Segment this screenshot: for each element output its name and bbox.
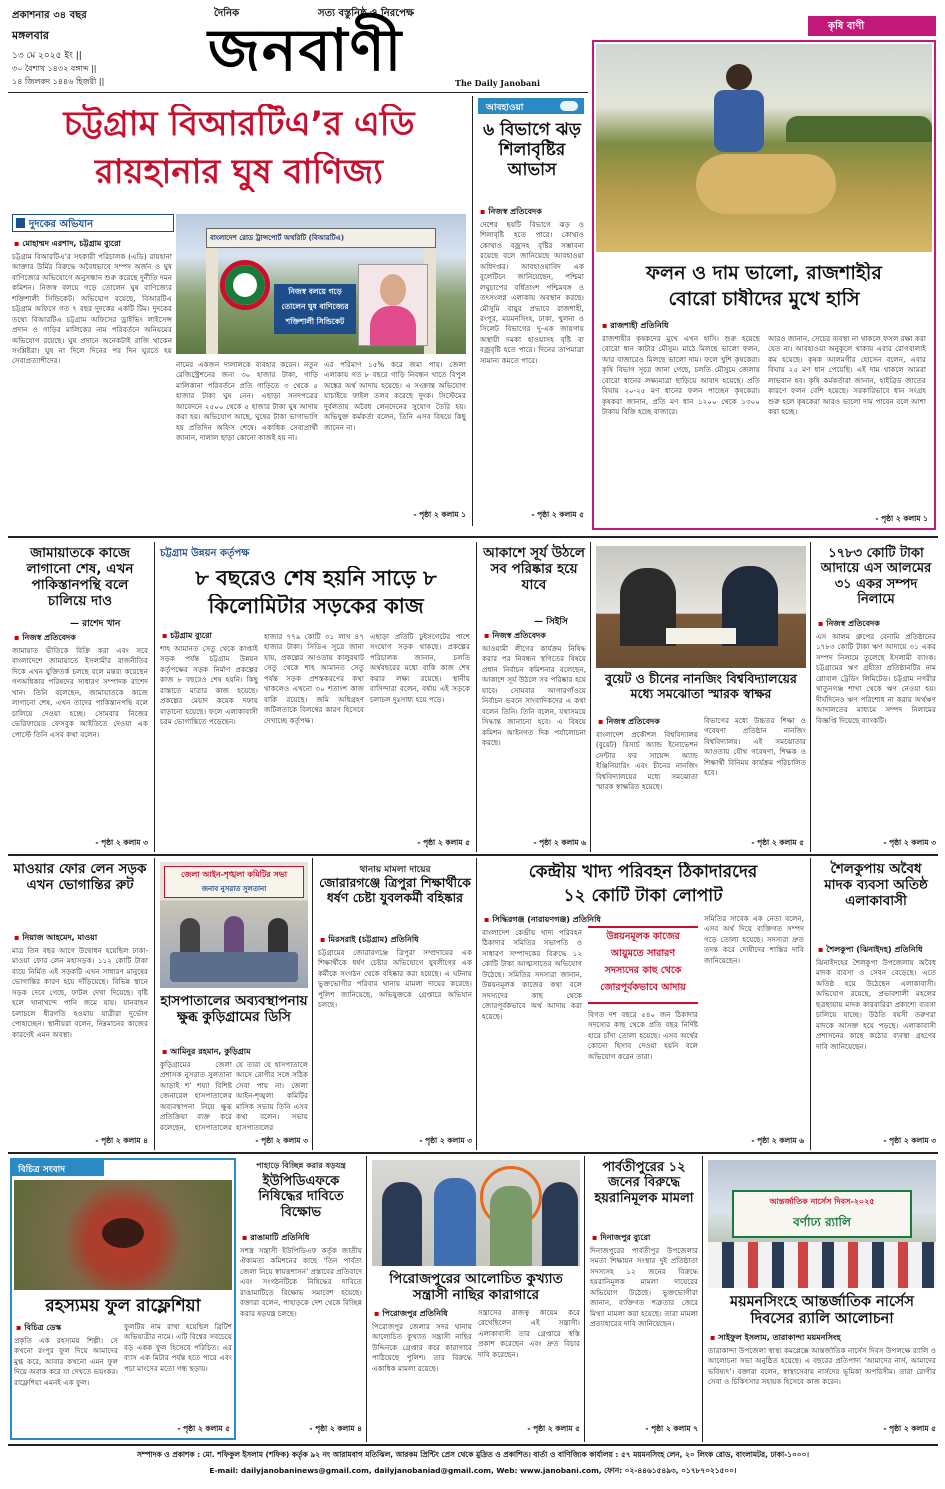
footer-imprint: সম্পাদক ও প্রকাশক : মো. শফিকুল ইসলাম (শফিক) কর্তৃক ৯২ নং আরামবাগ মতিঝিল, আরকম প্রিন্টিং প্রেস থেকে মুদ্রিত ও প্রকাশিত। বার্তা ও বাণিজ্যিক কার্যালয় : ৫৭ ময়মনসিংহ লেন, ২০ লিংক রোড, বাংলামটর, ঢাকা-১০০০। xyxy=(136,1450,810,1459)
suspect-icon xyxy=(434,1178,476,1266)
flower-headline: রহস্যময় ফুল রাফ্লেশিয়া xyxy=(45,1296,201,1316)
meeting-table-icon xyxy=(170,952,298,982)
flower-photo xyxy=(14,1180,232,1290)
sky-continued: - পৃষ্ঠা ২ কলাম ৬ xyxy=(533,838,586,847)
attendee-icon xyxy=(224,916,244,952)
alam-byline: ▪ নিজস্ব প্রতিবেদক xyxy=(818,618,880,631)
farmer-figure-icon xyxy=(726,64,752,90)
rice-bundle-icon xyxy=(696,154,836,214)
jamaat-continued: - পৃষ্ঠা ২ কলাম ৩ xyxy=(95,838,148,847)
pirojpur-col-1: পিরোজপুর জেলার সদর থানায় আলোচিত কুখ্যাত সন্ত্রাসী নাছির উদ্দিনকে গ্রেপ্তার করে কারাগারে পাঠিয়েছে পুলিশ। তার বিরুদ্ধে একাধিক মামলা রয়েছে। xyxy=(372,1322,472,1373)
lead-continued: - পৃষ্ঠা ২ কলাম ১ xyxy=(413,510,466,519)
farmer-body-icon xyxy=(714,90,764,152)
food-headline-2: ১২ কোটি টাকা লোপাট xyxy=(563,886,723,906)
agri-continued: - পৃষ্ঠা ২ কলাম ১ xyxy=(875,514,928,523)
updf-byline: ▪ রাঙামাটি প্রতিনিধি xyxy=(242,1232,309,1245)
road-tag: চট্টগ্রাম উন্নয়ন কর্তৃপক্ষ xyxy=(160,548,250,559)
tree-line-icon xyxy=(786,116,932,142)
tripura-kicker: থানায় মামলা দায়ের xyxy=(359,865,431,875)
pirojpur-headline: পিরোজপুরের আলোচিত কুখ্যাত সন্ত্রাসী নাছির কারাগারে xyxy=(389,1271,563,1303)
road-headline-2: কিলোমিটার সড়কের কাজ xyxy=(208,594,424,618)
tripura-byline: ▪ মিরসরাই (চট্টগ্রাম) প্রতিনিধি xyxy=(320,934,419,947)
masthead-logo: জনবাণী xyxy=(208,16,404,84)
masthead-year: প্রকাশনার ৩৪ বছর xyxy=(12,10,87,21)
food-pullquote-1: উন্নয়নমূলক কাজের xyxy=(606,931,680,942)
masthead-day: মঙ্গলবার xyxy=(12,29,49,42)
mawa-body: মাত্র তিন বছর আগে উদ্বোধন হয়েছিল ঢাকা-মাওয়া ফোর লেন মহাসড়ক। ১১২ কোটি টাকা ব্যয়ে নির্মিত এই সড়কটি এখন সাধারণ মানুষের ভোগান্তির কারণ হয়ে দাঁড়িয়েছে। বিভিন্ন স্থানে সড়ক দেবে গেছে, ফাটল দেখা দিয়েছে। বৃষ্টি হলে খানাখন্দে পানি জমে যায়। যানবাহন চলাচলে ধীরগতি হওয়ায় যাত্রীরা দুর্ভোগ পোহাচ্ছেন। স্থানীয়রা বলেন, নিম্নমানের কাজের কারণেই এমন অবস্থা। xyxy=(12,946,148,1039)
kurigram-headline: হাসপাতালের অব্যবস্থাপনায় ক্ষুব্ধ কুড়িগ্রামের ডিসি xyxy=(160,993,308,1025)
food-byline: ▪ সিদ্ধিরগঞ্জ (নারায়ণগঞ্জ) প্রতিনিধি xyxy=(484,914,601,927)
nurses-continued: - পৃষ্ঠা ২ কলাম ৫ xyxy=(883,1424,936,1433)
flower-col-1: প্রকৃতি এক রহস্যময় শিল্পী। সে কখনো রংপুর ফুল দিয়ে আমাদের মুগ্ধ করে, আবার কখনো এমন ফুল দিয়ে অবাক করে যা দেখতে ভয়ংকর। রাফ্লেশিয়া এমনই এক ফুল। xyxy=(14,1336,118,1387)
rafflesia-center-icon xyxy=(102,1218,144,1248)
lead-col-2: নামের একজন দালালকে ব্যবহার করেন। নতুন রেজিস্ট্রেশনের জন্য ৩০ হাজার টাকা, গাড়ি মালিকানা পরিবর্তনে প্রতি গাড়িতে ৩ থেকে ৫ হাজার টাকা ঘুষ নেন। এছাড়া সনদপত্রের আবেদনে ২৫০০ থেকে ৫ হাজার টাকা ঘুষ আদায় করা হয়। অভিযোগ আছে, ঘুষের টাকা ভাগাভাগি হয় প্রতিদিন অফিস শেষে। একাধিক সেবাপ্রার্থী জানান, দালাল ছাড়া কোনো কাজই হয় না। xyxy=(176,360,318,443)
footer-contact: E-mail: dailyjanobaninews@gmail.com, dailyjanobaniad@gmail.com, Web: www.janobani.com, ফোন: ০২-৪৪৬১৫৪৯৩, ০১৭৮৭০২১৫০০। xyxy=(209,1466,737,1475)
updf-kicker: পাহাড়ে বিচ্ছিন্ন করার ষড়যন্ত্র xyxy=(256,1161,346,1170)
road-col-2: হাজার ৭৭৯ কোটি ৩১ লাখ ৪৭ হাজার টাকা। সিডিএ সূত্রে জানা যায়, প্রকল্পের আওতায় কালুরঘাট সেতু থেকে শাহ আমানত সেতু পর্যন্ত সড়ক প্রশস্তকরণের কথা থাকলেও এখনো ৩০ শতাংশ কাজ বাকি রয়েছে। জমি অধিগ্রহণ জটিলতাকে বিলম্বের কারণ হিসেবে দেখাচ্ছে কর্তৃপক্ষ। xyxy=(264,632,364,725)
lead-col-3: এর পরিমাণ ১৫% করে জমা পায়। জেলা এলাকায় গত ৮ বছরে গাড়ি নিবন্ধন খাতে বিপুল অঙ্কের অর্থ আদায় হয়েছে। এ সংক্রান্ত অভিযোগ যাচাইয়ে ফাইল তলব করেছে দুদক। সিস্টেমের দুর্বলতায় অবৈধ লেনদেনের সুযোগ তৈরি হয়। অভিযুক্ত কর্মকর্তা বলেন, তিনি এসব বিষয়ে কিছু জানেন না। xyxy=(324,360,466,432)
tripura-body: চট্টগ্রামের জোরারগঞ্জে ত্রিপুরা সম্প্রদায়ের এক শিক্ষার্থীকে ধর্ষণ চেষ্টার অভিযোগে যুবলীগের এক কর্মীকে সংগঠন থেকে বহিষ্কার করা হয়েছে। এ ঘটনায় ভুক্তভোগীর পরিবার থানায় মামলা দায়ের করেছে। পুলিশ জানিয়েছে, অভিযুক্তকে গ্রেপ্তারে অভিযান চলছে। xyxy=(318,948,472,1010)
jamaat-headline: জামায়াতকে কাজে লাগানো শেষ, এখন পাকিস্তানপন্থি বলে চালিয়ে দাও xyxy=(26,545,134,609)
mawa-headline: মাওয়ার ফোর লেন সড়ক এখন ভোগান্তির রুট xyxy=(13,861,147,893)
alam-headline: ১৭৮৩ কোটি টাকা আদায়ে এস আলমের ৩১ একর সম্পদ নিলামে xyxy=(820,546,932,607)
cloud-icon xyxy=(560,101,578,111)
nurses-headline: ময়মনসিংহে আন্তর্জাতিক নার্সেস দিবসের র‌্যালি আলোচনা xyxy=(730,1294,914,1328)
lead-headline-1: চট্টগ্রাম বিআরটিএ’র এডি xyxy=(63,104,415,144)
kurigram-col-2: যে তারা যে হাসপাতালে আসে রোগীর সঙ্গে সঠিক সেবা পায় না। জেলা আইন-শৃঙ্খলা কমিটির মাসিক সভায় তিনি এসব কথা বলেন। সভায় হাসপাতালের xyxy=(236,1060,308,1132)
mawa-byline: ▪ নিয়াজ আহমেদ, মাওয়া xyxy=(14,932,97,945)
agri-photo xyxy=(596,44,932,252)
lead-byline: ▪ মোহাম্মদ এরশাদ, চট্টগ্রাম ব্যুরো xyxy=(14,238,121,251)
tripura-continued: - পৃষ্ঠা ২ কলাম ৩ xyxy=(419,1136,472,1145)
food-headline-1: কেন্দ্রীয় খাদ্য পরিবহন ঠিকাদারদের xyxy=(528,862,758,882)
alam-body: এস আলম গ্রুপের বেনামি প্রতিষ্ঠানের ১৭৮৩ কোটি টাকা ঋণ আদায়ে ৩১ একর সম্পদ নিলামে তুলেছে ইসলামী ব্যাংক। চট্টগ্রামের ঋণ গ্রহীতা প্রতিষ্ঠানটির নাম গ্লোবাল ট্রেডিং লিমিটেড। চট্টগ্রাম নগরীর খাতুনগঞ্জ শাখা থেকে ঋণ নেওয়া হয়। দীর্ঘদিনেও ঋণ পরিশোধ না করায় অর্থঋণ আদালতের মাধ্যমে সম্পদ নিলামের বিজ্ঞপ্তি দিয়েছে ব্যাংকটি। xyxy=(816,632,936,725)
food-pullquote-3: সদস্যদের কাছ থেকে xyxy=(604,965,682,976)
brta-logo-icon xyxy=(220,260,270,310)
road-col-1: শাহ আমানত সেতু থেকে কাপ্তাই সড়ক পর্যন্ত চট্টগ্রাম উন্নয়ন কর্তৃপক্ষের সড়ক নির্মাণ প্রকল্পের কাজ ৮ বছরেও শেষ হয়নি। কিছু রাস্তাতে মাত্রার কাজ হয়েছে। প্রকল্পের মেয়াদ কয়েক দফায় বাড়ানো হয়েছে। ফলে এলাকাবাসী চরম ভোগান্তিতে পড়েছেন। xyxy=(160,644,258,727)
flower-byline: ▪ বিচিত্র ডেস্ক xyxy=(16,1322,61,1335)
pirojpur-byline: ▪ পিরোজপুর প্রতিনিধি xyxy=(374,1308,448,1321)
sky-byline: ▪ নিজস্ব প্রতিবেদক xyxy=(484,630,546,643)
jamaat-author: — রাশেদ খান xyxy=(70,619,121,629)
buet-col-1: বাংলাদেশ প্রকৌশল বিশ্ববিদ্যালয় (বুয়েট) রিসার্চ অ্যান্ড ইনোভেশন সেন্টার ফর সায়েন্স অ্যান্ড ইঞ্জিনিয়ারিং এবং চীনের নানজিং বিশ্ববিদ্যালয়ের মধ্যে সমঝোতা স্মারক স্বাক্ষরিত হয়েছে। xyxy=(596,730,698,792)
nurses-body: তারাকান্দা উপজেলা স্বাস্থ্য কমপ্লেক্সে আন্তর্জাতিক নার্সেস দিবস উপলক্ষে র‌্যালি ও আলোচনা সভা অনুষ্ঠিত হয়েছে। এ বছরের প্রতিপাদ্য ‘আমাদের নার্স, আমাদের ভবিষ্যৎ’। বক্তারা বলেন, স্বাস্থ্যসেবায় নার্সদের ভূমিকা অপরিসীম। তারা রোগীর সেবা ও চিকিৎসার সহায়ক হিসেবে কাজ করেন। xyxy=(708,1346,936,1387)
drug-headline: শৈলকুপায় অবৈধ মাদক ব্যবসা অতিষ্ঠ এলাকাবাসী xyxy=(824,861,928,909)
road-col-3: এছাড়া প্রতিটি ঢুইসগেটের পাশে সংযোগ সড়ক থাকছে। প্রকল্পের পরিচালক জানান, চলতি অর্থবছরের মধ্যে বাকি কাজ শেষ করার লক্ষ্য রয়েছে। স্থানীয় বাসিন্দারা বলেন, বর্ষায় এই সড়কে চলাচল দুঃসাধ্য হয়ে পড়ে। xyxy=(370,632,470,704)
parbatipur-headline: পার্বতীপুরের ১২ জনের বিরুদ্ধে হয়রানিমূলক মামলা xyxy=(594,1160,694,1206)
nurses-banner-text-2: বর্ণাঢ্য র‌্যালি xyxy=(793,1215,851,1229)
photo-pillar-left xyxy=(206,248,218,354)
weather-headline: ৬ বিভাগে ঝড় শিলাবৃষ্টির আভাস xyxy=(483,120,581,181)
drug-byline: ▪ শৈলকুপা (ঝিনাইদহ) প্রতিনিধি xyxy=(818,944,922,957)
attendee-icon xyxy=(268,918,288,952)
agri-col-1: রাজশাহীর কৃষকদের মুখে এখন হাসি। শুরু হয়েছে বোরো ধান কাটার মৌসুম। মাঠে মিলছে ভালো ফলন, আর বাজারেও মিলছে ভালো দাম। ফলে খুশি কৃষকেরা। কৃষি বিভাগ সূত্রে জানা গেছে, চলতি মৌসুমে জেলায় বোরো ধানের লক্ষ্যমাত্রা ছাড়িয়ে আবাদ হয়েছে। প্রতি বিঘায় ২০-২৫ মণ ধানের ফলন পাচ্ছেন কৃষকেরা। কৃষকরা জানান, প্রতি মণ ধান ১২০০ থেকে ১৩০০ টাকায় বিক্রি হচ্ছে বাজারে। xyxy=(602,334,760,417)
agri-headline-1: ফলন ও দাম ভালো, রাজশাহীর xyxy=(646,262,882,284)
lead-photo xyxy=(176,214,466,354)
mawa-continued: - পৃষ্ঠা ২ কলাম ৪ xyxy=(95,1136,148,1145)
lead-series-tag xyxy=(12,214,174,232)
food-continued: - পৃষ্ঠা ২ কলাম ৬ xyxy=(751,1136,804,1145)
kurigram-banner-text-2: জনাব নুসরাত সুলতানা xyxy=(201,885,267,893)
road-continued: - পৃষ্ঠা ২ কলাম ৫ xyxy=(417,838,470,847)
weather-byline: ▪ নিজস্ব প্রতিবেদক xyxy=(480,206,542,219)
photo-caption-2: তোলেন ঘুষ বাণিজ্যের xyxy=(281,302,349,311)
lead-headline-2: রায়হানার ঘুষ বাণিজ্য xyxy=(95,152,383,192)
sky-headline: আকাশে সূর্য উঠলে সব পরিষ্কার হয়ে যাবে xyxy=(483,545,585,593)
weather-tag-label: আবহাওয়া xyxy=(486,103,524,113)
sky-body: আওয়ামী লীগের কার্যক্রম নিষিদ্ধ করার পর নিবন্ধন স্থগিতের বিষয়ে প্রধান নির্বাচন কমিশনার বলেছেন, আকাশে সূর্য উঠলে সব পরিষ্কার হয়ে যাবে। সোমবার আগারগাঁওয়ে নির্বাচন ভবনে সাংবাদিকদের এ কথা বলেন তিনি। তিনি বলেন, যথাসময়ে সিদ্ধান্ত জানানো হবে। এ বিষয়ে কমিশন আইনগত দিক পর্যালোচনা করছে। xyxy=(482,644,586,747)
flower-continued: - পৃষ্ঠা ২ কলাম ৫ xyxy=(177,1424,230,1433)
road-byline: ▪ চট্টগ্রাম ব্যুরো xyxy=(162,630,212,643)
buet-byline: ▪ নিজস্ব প্রতিবেদক xyxy=(598,716,660,729)
attendee-icon xyxy=(180,918,200,952)
updf-headline: ইউপিডিএফকে নিষিদ্ধের দাবিতে বিক্ষোভ xyxy=(258,1174,344,1220)
kurigram-col-1: কুড়িগ্রামের জেলা প্রশাসক নুসরাত সুলতানা আড়াই শ’ শয্যা বিশিষ্ট জেনারেল হাসপাতালের অব্যবস্থাপনা নিয়ে ক্ষুব্ধ প্রতিক্রিয়া ব্যক্ত করে বলেছেন, হাসপাতালের xyxy=(160,1060,232,1132)
parbatipur-byline: ▪ দিনাজপুর ব্যুরো xyxy=(592,1232,650,1245)
photo-caption-1: নিজস্ব বলয়ে গড়ে xyxy=(288,287,342,296)
masthead-daily: দৈনিক xyxy=(214,8,240,19)
food-pullquote-2: আয়ুমতে সারারণ xyxy=(610,948,676,959)
masthead-slogan: সত্য বস্তুনিষ্ঠ ও নিরপেক্ষ xyxy=(318,8,415,19)
agri-col-2: আরও জানান, সেচের ব্যবস্থা না থাকলে ফসল রক্ষা করা যেত না। আবহাওয়া অনুকূলে থাকায় এবার রোগবালাই কম হয়েছে। কৃষক আলমগীর হোসেন বলেন, এবার বিঘায় ২৫ মণ ধান পেয়েছি। এই দাম থাকলে আমরা লাভবান হব। কৃষি কর্মকর্তারা জানান, হাইব্রিড জাতের কারণে ফলন বেশি হয়েছে। সরকারিভাবে ধান সংগ্রহ শুরু হলে কৃষকেরা আরও ভালো দাম পাবেন বলে আশা করা হচ্ছে। xyxy=(768,334,926,417)
nurses-byline: ▪ সাইফুল ইসলাম, তারাকান্দা ময়মনসিংহ xyxy=(710,1332,841,1345)
food-pullquote-4: জোরপূর্বকভাবে আদায় xyxy=(600,982,686,993)
sky-author: — সিইসি xyxy=(534,617,568,627)
jamaat-byline: ▪ নিজস্ব প্রতিবেদক xyxy=(14,632,76,645)
masthead-date-bn: ৩০ বৈশাখ ১৪৩২ বঙ্গাব্দ || xyxy=(12,64,97,73)
alam-continued: - পৃষ্ঠা ২ কলাম ৩ xyxy=(883,838,936,847)
weather-body: দেশের ছয়টি বিভাগে ঝড় ও শিলাবৃষ্টি হতে পারে। কোথাও কোথাও বজ্রসহ বৃষ্টির সম্ভাবনা রয়েছে বলে জানিয়েছে আবহাওয়া অধিদপ্তর। আবহাওয়াবিদ এক বুলেটিনে জানিয়েছেন, পশ্চিমা লঘুচাপের বর্ধিতাংশ পশ্চিমবঙ্গ ও তৎসংলগ্ন এলাকায় অবস্থান করছে। মৌসুমি বায়ুর প্রভাবে রাজশাহী, রংপুর, ময়মনসিংহ, ঢাকা, খুলনা ও সিলেট বিভাগের দু-এক জায়গায় অস্থায়ী দমকা হাওয়াসহ বৃষ্টি বা বজ্রবৃষ্টি হতে পারে। দিনের তাপমাত্রা সামান্য কমতে পারে। xyxy=(480,220,584,365)
food-col-3: সমিতির সাবেক এক নেতা বলেন, এসব অর্থ দিয়ে ব্যক্তিগত সম্পদ গড়ে তোলা হয়েছে। সদস্যরা দ্রুত তদন্ত করে দোষীদের শাস্তির দাবি জানিয়েছেন। xyxy=(704,914,804,965)
food-col-2: বিগত দশ বছরে ৫৪০ জন ঠিকাদার সদস্যের কাছ থেকে প্রতি বছর নির্দিষ্ট হারে চাঁদা তোলা হয়েছে। এসব অর্থের কোনো হিসাব দেওয়া হয়নি বলে অভিযোগ করেন তারা। xyxy=(588,1010,698,1061)
document-icon xyxy=(666,628,736,644)
masthead-date-en: ১৩ মে ২০২৫ ইং || xyxy=(12,51,82,61)
police-officer-icon xyxy=(382,1182,422,1266)
kurigram-photo xyxy=(160,862,308,988)
parbatipur-body: দিনাজপুরের পার্বতীপুর উপজেলার সমতা শিক্ষায়ন সংস্থার দুই প্রতিষ্ঠাতা সদস্যসহ ১২ জনের বিরুদ্ধে হয়রানিমূলক মামলা দায়েরের অভিযোগ উঠেছে। ভুক্তভোগীরা জানান, ব্যক্তিগত শত্রুতার জেরে মিথ্যা মামলা করা হয়েছে। তারা মামলা প্রত্যাহারের দাবি জানিয়েছেন। xyxy=(590,1246,698,1329)
flower-tag-label: বিচিত্র সংবাদ xyxy=(18,1165,65,1175)
drug-continued: - পৃষ্ঠা ২ কলাম ৩ xyxy=(883,1136,936,1145)
weather-continued: - পৃষ্ঠা ২ কলাম ৫ xyxy=(531,510,584,519)
agri-byline: ▪ রাজশাহী প্রতিনিধি xyxy=(602,320,669,333)
drug-body: ঝিনাইদহের শৈলকুপা উপজেলায় অবৈধ মাদক ব্যবসা ও সেবন বেড়েছে। এতে অতিষ্ঠ হয়ে উঠেছেন এলাকাবাসী। অভিযোগ রয়েছে, প্রভাবশালী মহলের ছত্রছায়ায় মাদক কারবারিরা প্রকাশ্যে ব্যবসা চালিয়ে যাচ্ছে। উঠতি বয়সী তরুণরা মাদকে আসক্ত হয়ে পড়ছে। এলাকাবাসী প্রশাসনের কাছে কঠোর ব্যবস্থা গ্রহণের দাবি জানিয়েছেন। xyxy=(816,958,936,1051)
crowd-icon xyxy=(708,1242,936,1288)
kurigram-continued: - পৃষ্ঠা ২ কলাম ৩ xyxy=(255,1136,308,1145)
pirojpur-continued: - পৃষ্ঠা ২ কলাম ৫ xyxy=(527,1424,580,1433)
nurses-photo xyxy=(708,1160,936,1288)
photo-caption-3: শক্তিশালী সিন্ডিকেট xyxy=(285,317,345,326)
suspect-icon xyxy=(490,1186,532,1266)
buet-photo xyxy=(596,546,806,668)
pirojpur-photo xyxy=(372,1160,580,1266)
buet-headline: বুয়েট ও চীনের নানজিং বিশ্ববিদ্যালয়ের মধ্যে সমঝোতা স্মারক স্বাক্ষর xyxy=(605,671,797,701)
jamaat-body: জামায়াত ভীতিকে বিক্রি করা এবং সবে বাংলাদেশে জামায়াতে ইসলামীর রাজনীতির দিকে এখন যুক্তিতর্ক চলছে বলে মন্তব্য করেছেন গণঅধিকার পরিষদের সাধারণ সম্পাদক রাশেদ খান। তিনি বলেছেন, জামায়াতকে কাজে লাগানো শেষ, এখন তাদের পাকিস্তানপন্থি বলে চালিয়ে দেওয়া হচ্ছে। সোমবার নিজের ভেরিফায়েড ফেসবুক আইডিতে দেওয়া এক পোস্টে তিনি এসব কথা বলেন। xyxy=(12,646,148,739)
section-tag-agri-label: কৃষি বাণী xyxy=(828,21,865,32)
police-officer-icon xyxy=(542,1182,578,1266)
lead-col-1: চট্টগ্রাম বিআরটিএ’র সহকারী পরিচালক (এডি) রায়হানা আক্তার উর্মির বিরুদ্ধে অবৈধভাবে সম্পদ অর্জন ও ঘুষ বাণিজ্যের অভিযোগে অনুসন্ধান শুরু করেছে দুর্নীতি দমন কমিশন। নিজস্ব বলয়ে গড়ে তোলেন ঘুষ বাণিজ্যের শক্তিশালী সিন্ডিকেট। অভিযোগ রয়েছে, বিআরটিএ চট্টগ্রাম অফিসে গত ৭ বছর দুদকের একটি টিম। দুদকের তথ্যে বিআরটিএ চট্টগ্রাম অফিসের ড্রাইভিং লাইসেন্স প্রদান ও গাড়ির মালিকের নাম পরিবর্তনে অনিয়মের অভিযোগ রয়েছে। ঘুষ প্রদানে অনেকটাই রাজি থাকেন সংশ্লিষ্টরা। ঘুষ না দিলে দিনের পর দিন ঘুরতে হয় সেবাপ্রত্যাশীদের। xyxy=(12,252,172,366)
photo-gate-sign-text: বাংলাদেশ রোড ট্রান্সপোর্ট অথরিটি (বিআরটিএ) xyxy=(210,234,345,242)
masthead-logo-en: The Daily Janobani xyxy=(455,78,541,88)
food-col-1: বাংলাদেশ কেন্দ্রীয় খাদ্য পরিবহন ঠিকাদার সমিতির সভাপতি ও সাধারণ সম্পাদকের বিরুদ্ধে ১২ কোটি টাকা আত্মসাতের অভিযোগ উঠেছে। সমিতির সদস্যরা জানান, উন্নয়নমূলক কাজের কথা বলে সদস্যদের কাছ থেকে জোরপূর্বকভাবে অর্থ আদায় করা হয়েছে। xyxy=(482,928,582,1021)
updf-continued: - পৃষ্ঠা ২ কলাম ৪ xyxy=(309,1424,362,1433)
portrait-body-icon xyxy=(370,306,416,346)
masthead-date-hijri: ১৪ জিলকদ ১৪৪৬ হিজরী || xyxy=(12,77,105,86)
tripura-headline: জোরারগঞ্জে ত্রিপুরা শিক্ষার্থীকে ধর্ষণ চেষ্টা যুবলকর্মী বহিষ্কার xyxy=(319,875,471,905)
parbatipur-continued: - পৃষ্ঠা ২ কলাম ৭ xyxy=(645,1424,698,1433)
nurses-banner-text: আন্তর্জাতিক নার্সেস দিবস-২০২৫ xyxy=(769,1197,875,1206)
road-headline-1: ৮ বছরেও শেষ হয়নি সাড়ে ৮ xyxy=(195,566,437,590)
flower-col-2: ফুলটির নাম রাখা হয়েছিল ব্রিটিশ অভিযাত্রীর নামে। এটি বিশ্বের সবচেয়ে বড় একক ফুল হিসেবে পরিচিত। এর ব্যাস এক মিটার পর্যন্ত হতে পারে এবং পচা মাংসের মতো গন্ধ ছড়ায়। xyxy=(124,1322,232,1373)
weather-tag xyxy=(478,98,584,114)
updf-body: সশস্ত্র সন্ত্রাসী ইউপিডিএফ কর্তৃক জাতীয় ঐক্যমত্য কমিশনের কাছে ‘তিন পার্বত্য জেলা নিয়ে স্বায়ত্তশাসন’ প্রস্তাবের প্রতিবাদে এবং সংগঠনটিকে নিষিদ্ধের দাবিতে রাঙামাটিতে বিক্ষোভ সমাবেশ হয়েছে। বক্তারা বলেন, পাহাড়কে দেশ থেকে বিচ্ছিন্ন করার ষড়যন্ত্র চলছে। xyxy=(240,1246,362,1318)
agri-headline-2: বোরো চাষীদের মুখে হাসি xyxy=(668,288,860,310)
buet-col-2: বিভাগের মধ্যে উচ্চতর শিক্ষা ও গবেষণা প্রতিষ্ঠান নানজিং বিশ্ববিদ্যালয়। এই সমঝোতার আওতায় যৌথ গবেষণা, শিক্ষক ও শিক্ষার্থী বিনিময় কার্যক্রম পরিচালিত হবে। xyxy=(704,716,806,778)
tag-marker-icon xyxy=(16,218,25,228)
portrait-face-icon xyxy=(380,274,406,306)
kurigram-byline: ▪ আমিনুর রহমান, কুড়িগ্রাম xyxy=(162,1046,251,1059)
kurigram-banner-text: জেলা আইন-শৃঙ্খলা কমিটির সভা xyxy=(180,870,288,879)
lead-series-label: দুদকের অভিযান xyxy=(29,219,94,230)
buet-continued: - পৃষ্ঠা ২ কলাম ৫ xyxy=(751,838,804,847)
pirojpur-col-2: সন্ত্রাসের রাজত্ব কায়েম করে রেখেছিলেন এই সন্ত্রাসী। এলাকাবাসী তার গ্রেপ্তারে স্বস্তি প্রকাশ করেছেন এবং দ্রুত বিচার দাবি করেছেন। xyxy=(478,1308,580,1359)
